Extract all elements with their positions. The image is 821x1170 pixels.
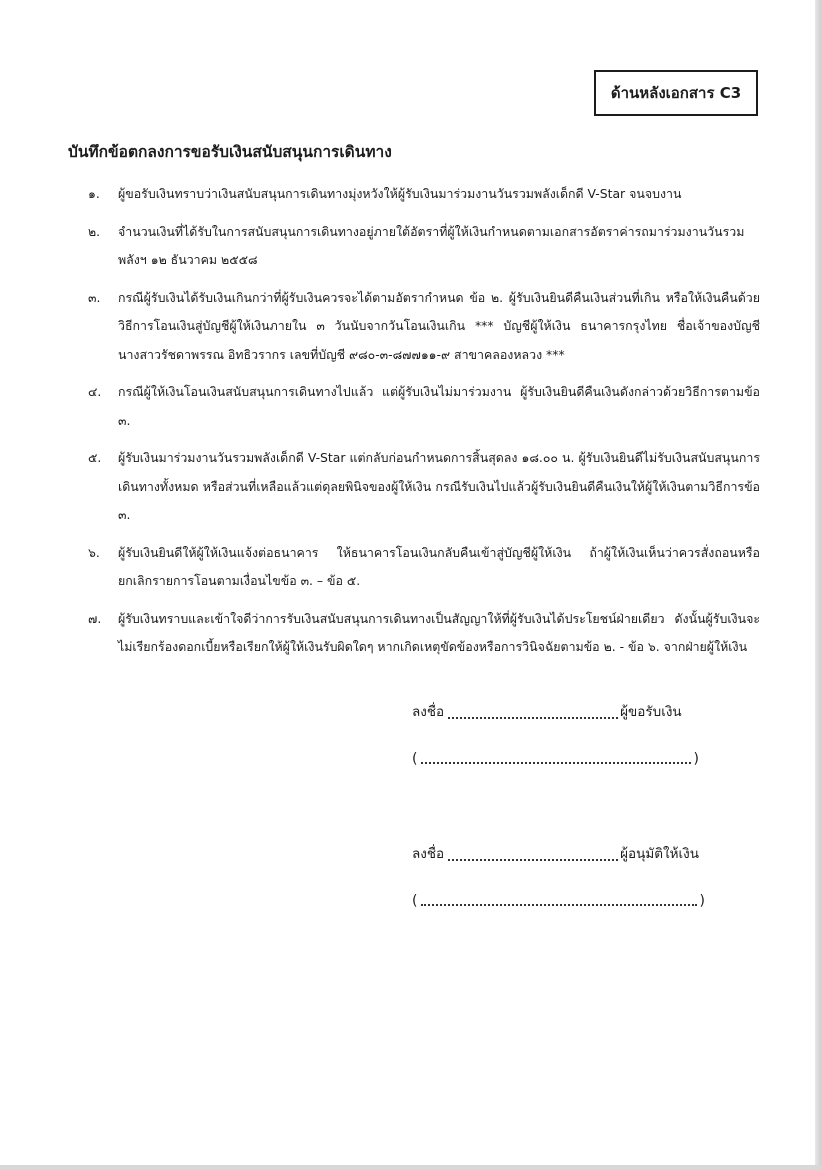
term-text: กรณีผู้ให้เงินโอนเงินสนับสนุนการเดินทางไปแล้ว แต่ผู้รับเงินไม่มาร่วมงาน ผู้รับเงินยินดีคืนเงินดังกล่าวด้วยวิธีการตามข้อ ๓.: [118, 384, 760, 428]
sign-label: ลงชื่อ: [412, 846, 445, 862]
close-paren: ): [699, 893, 705, 909]
term-item: [88, 378, 760, 435]
terms-list: [88, 180, 760, 671]
document-label-box: [594, 70, 758, 116]
signature-block-approver: [412, 842, 705, 909]
printed-name-line: [412, 890, 705, 909]
document-title: บันทึกข้อตกลงการขอรับเงินสนับสนุนการเดินทาง: [68, 143, 392, 161]
signature-field[interactable]: [448, 703, 618, 719]
term-number: ๒.: [88, 223, 101, 239]
printed-name-line: [412, 748, 699, 767]
open-paren: (: [412, 751, 418, 767]
term-number: ๖.: [88, 544, 100, 560]
term-text: ผู้ขอรับเงินทราบว่าเงินสนับสนุนการเดินทางมุ่งหวังให้ผู้รับเงินมาร่วมงานวันรวมพลังเด็กดี V-Star จนจบงาน: [118, 186, 682, 201]
printed-name-field[interactable]: [421, 890, 697, 906]
term-text: ผู้รับเงินยินดีให้ผู้ให้เงินแจ้งต่อธนาคาร ให้ธนาคารโอนเงินกลับคืนเข้าสู่บัญชีผู้ให้เงิน ถ้าผู้ให้เงินเห็นว่าควรสั่งถอนหรือยกเลิกรายการโอนตามเงื่อนไขข้อ ๓. – ข้อ ๕.: [118, 544, 760, 588]
signer-role: ผู้อนุมัติให้เงิน: [620, 846, 699, 862]
term-number: ๕.: [88, 450, 102, 465]
term-item: [88, 180, 760, 209]
signature-line: [412, 842, 705, 864]
term-item: [88, 444, 760, 530]
sign-label: ลงชื่อ: [412, 704, 445, 720]
page-edge-shadow: [815, 0, 821, 1170]
term-text: กรณีผู้รับเงินได้รับเงินเกินกว่าที่ผู้รับเงินควรจะได้ตามอัตรากำหนด ข้อ ๒. ผู้รับเงินยินดีคืนเงินส่วนที่เกิน หรือให้เงินคืนด้วยวิธีการโอนเงินสู่บัญชีผู้ให้เงินภายใน ๓ วันนับจากวันโอนเงินเกิน *** บัญชีผู้ให้เงิน ธนาคารกรุงไทย ชื่อเจ้าของบัญชี นางสาวรัชดาพรรณ อิทธิวรากร เลขที่บัญชี ๙๘๐-๓-๘๗๗๑๑-๙ สาขาคลองหลวง ***: [118, 289, 760, 362]
term-text: ผู้รับเงินทราบและเข้าใจดีว่าการรับเงินสนับสนุนการเดินทางเป็นสัญญาให้ที่ผู้รับเงินได้ประโยชน์ฝ่ายเดียว ดังนั้นผู้รับเงินจะไม่เรียกร้องดอกเบี้ยหรือเรียกให้ผู้ให้เงินรับผิดใดๆ หากเกิดเหตุขัดข้องหรือการวินิจฉัยตามข้อ ๒. - ข้อ ๖. จากฝ่ายผู้ให้เงิน: [118, 610, 760, 654]
signature-field[interactable]: [448, 845, 618, 861]
signature-block-recipient: [412, 700, 699, 767]
term-number: ๓.: [88, 289, 101, 305]
term-item: [88, 284, 760, 370]
document-label: ด้านหลังเอกสาร C3: [610, 84, 742, 102]
term-item: [88, 539, 760, 596]
term-item: [88, 218, 760, 275]
term-number: ๑.: [88, 186, 100, 201]
term-number: ๔.: [88, 384, 102, 399]
term-item: [88, 605, 760, 662]
page-bottom-edge: [0, 1165, 821, 1170]
printed-name-field[interactable]: [421, 748, 691, 764]
signature-line: [412, 700, 699, 722]
term-number: ๗.: [88, 610, 102, 626]
close-paren: ): [693, 751, 699, 767]
term-text: จำนวนเงินที่ได้รับในการสนับสนุนการเดินทางอยู่ภายใต้อัตราที่ผู้ให้เงินกำหนดตามเอกสารอัตราค่ารถมาร่วมงานวันรวมพลังฯ ๑๒ ธันวาคม ๒๕๕๘: [118, 223, 745, 267]
open-paren: (: [412, 893, 418, 909]
signer-role: ผู้ขอรับเงิน: [620, 704, 682, 720]
term-text: ผู้รับเงินมาร่วมงานวันรวมพลังเด็กดี V-Star แต่กลับก่อนกำหนดการสิ้นสุดลง ๑๘.๐๐ น. ผู้รับเงินยินดีไม่รับเงินสนับสนุนการเดินทางทั้งหมด หรือส่วนที่เหลือแล้วแต่ดุลยพินิจของผู้ให้เงิน กรณีรับเงินไปแล้วผู้รับเงินยินดีคืนเงินให้ผู้ให้เงินตามวิธีการข้อ ๓.: [118, 450, 760, 522]
